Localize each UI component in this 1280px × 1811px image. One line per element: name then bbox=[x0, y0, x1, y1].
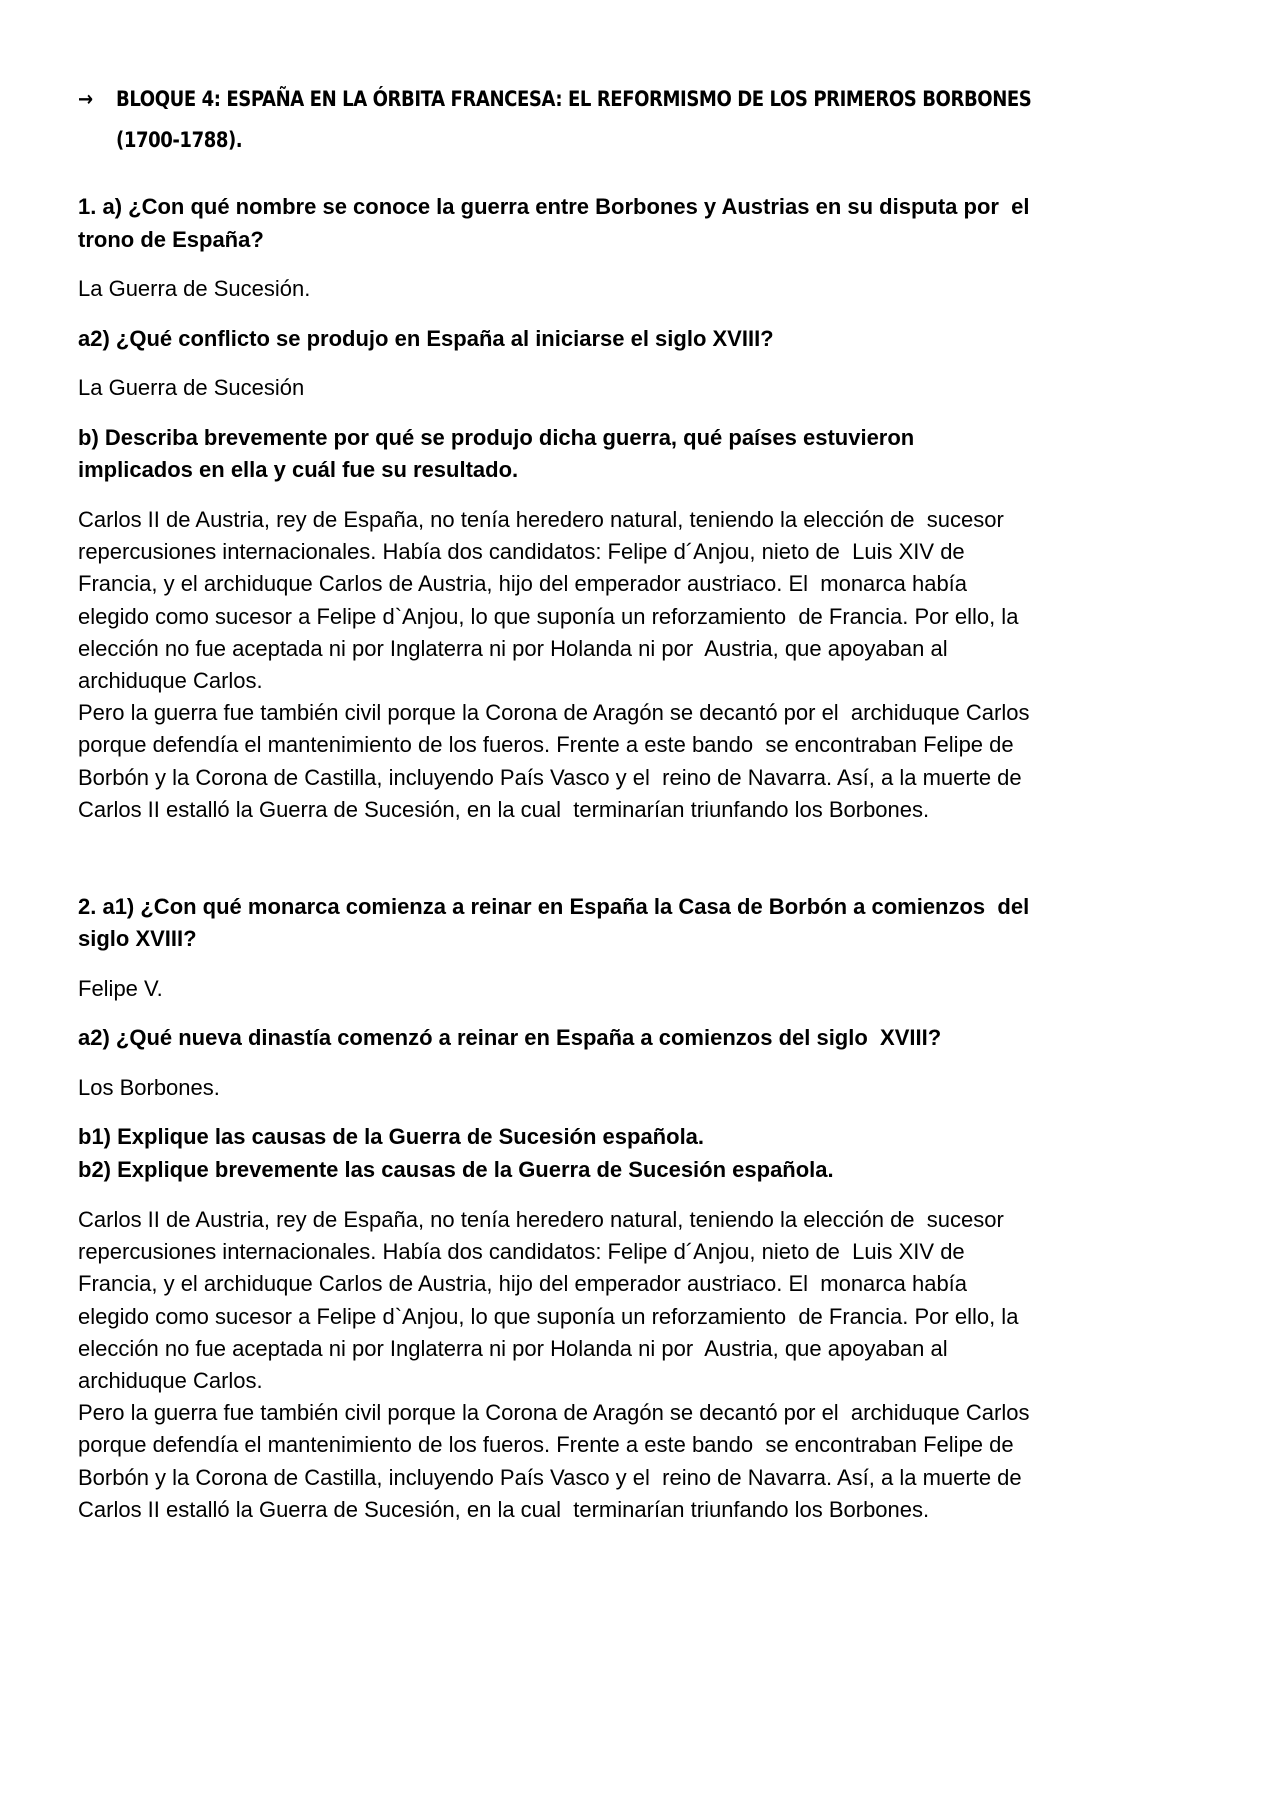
paragraph-line: Pero la guerra fue también civil porque la Corona de Aragón se decantó por el archiduque Carlos bbox=[78, 1400, 1030, 1426]
paragraph-line: Francia, y el archiduque Carlos de Austria, hijo del emperador austriaco. El monarca había bbox=[78, 571, 968, 597]
question-2a1-line2: siglo XVIII? bbox=[78, 926, 197, 951]
paragraph-line: elección no fue aceptada ni por Inglaterra ni por Holanda ni por Austria, que apoyaban al bbox=[78, 635, 948, 661]
page-title: BLOQUE 4: ESPAÑA EN LA ÓRBITA FRANCESA: EL REFORMISMO DE LOS PRIMEROS BORBONES bbox=[116, 87, 1032, 111]
page-title-line2: (1700-1788). bbox=[116, 128, 243, 152]
paragraph-line: repercusiones internacionales. Había dos candidatos: Felipe d´Anjou, nieto de Luis XIV de bbox=[78, 539, 965, 565]
paragraph-line: Borbón y la Corona de Castilla, incluyendo País Vasco y el reino de Navarra. Así, a la muerte de bbox=[78, 764, 1022, 790]
paragraph-line: elección no fue aceptada ni por Inglaterra ni por Holanda ni por Austria, que apoyaban al bbox=[78, 1335, 948, 1361]
paragraph-line: repercusiones internacionales. Había dos candidatos: Felipe d´Anjou, nieto de Luis XIV de bbox=[78, 1239, 965, 1265]
paragraph-line: elegido como sucesor a Felipe d`Anjou, lo que suponía un reforzamiento de Francia. Por ello, la bbox=[78, 603, 1019, 629]
paragraph-line: Carlos II estalló la Guerra de Sucesión, en la cual terminarían triunfando los Borbones. bbox=[78, 1496, 930, 1522]
paragraph-line: archiduque Carlos. bbox=[78, 1368, 263, 1393]
paragraph-line: Pero la guerra fue también civil porque la Corona de Aragón se decantó por el archiduque Carlos bbox=[78, 700, 1030, 726]
question-1b-line2: implicados en ella y cuál fue su resultado. bbox=[78, 457, 519, 482]
answer-2a2: Los Borbones. bbox=[78, 1075, 220, 1100]
paragraph-line: Borbón y la Corona de Castilla, incluyendo País Vasco y el reino de Navarra. Así, a la muerte de bbox=[78, 1464, 1022, 1490]
paragraph-line: porque defendía el mantenimiento de los fueros. Frente a este bando se encontraban Felipe de bbox=[78, 732, 1014, 758]
question-2b2: b2) Explique brevemente las causas de la Guerra de Sucesión española. bbox=[78, 1157, 834, 1182]
answer-2a1: Felipe V. bbox=[78, 976, 163, 1001]
question-2b1: b1) Explique las causas de la Guerra de Sucesión española. bbox=[78, 1124, 705, 1149]
question-1a2: a2) ¿Qué conflicto se produjo en España al iniciarse el siglo XVIII? bbox=[78, 326, 774, 351]
question-1b: b) Describa brevemente por qué se produjo dicha guerra, qué países estuvieron bbox=[78, 425, 915, 450]
answer-1a2: La Guerra de Sucesión bbox=[78, 375, 305, 400]
question-2a2: a2) ¿Qué nueva dinastía comenzó a reinar en España a comienzos del siglo XVIII? bbox=[78, 1025, 942, 1050]
paragraph-line: Carlos II de Austria, rey de España, no tenía heredero natural, teniendo la elección de sucesor bbox=[78, 507, 1004, 532]
paragraph-line: Francia, y el archiduque Carlos de Austria, hijo del emperador austriaco. El monarca había bbox=[78, 1271, 968, 1297]
paragraph-line: Carlos II de Austria, rey de España, no tenía heredero natural, teniendo la elección de sucesor bbox=[78, 1207, 1004, 1232]
question-2a1: 2. a1) ¿Con qué monarca comienza a reinar en España la Casa de Borbón a comienzos del bbox=[78, 894, 1030, 919]
paragraph-line: archiduque Carlos. bbox=[78, 668, 263, 693]
paragraph-line: Carlos II estalló la Guerra de Sucesión, en la cual terminarían triunfando los Borbones. bbox=[78, 796, 930, 822]
paragraph-line: elegido como sucesor a Felipe d`Anjou, lo que suponía un reforzamiento de Francia. Por ello, la bbox=[78, 1303, 1019, 1329]
answer-1a: La Guerra de Sucesión. bbox=[78, 276, 311, 301]
question-1a-line2: trono de España? bbox=[78, 227, 264, 252]
paragraph-line: porque defendía el mantenimiento de los fueros. Frente a este bando se encontraban Felipe de bbox=[78, 1432, 1014, 1458]
question-1a: 1. a) ¿Con qué nombre se conoce la guerra entre Borbones y Austrias en su disputa por el bbox=[78, 194, 1030, 219]
arrow-icon: → bbox=[78, 87, 93, 111]
